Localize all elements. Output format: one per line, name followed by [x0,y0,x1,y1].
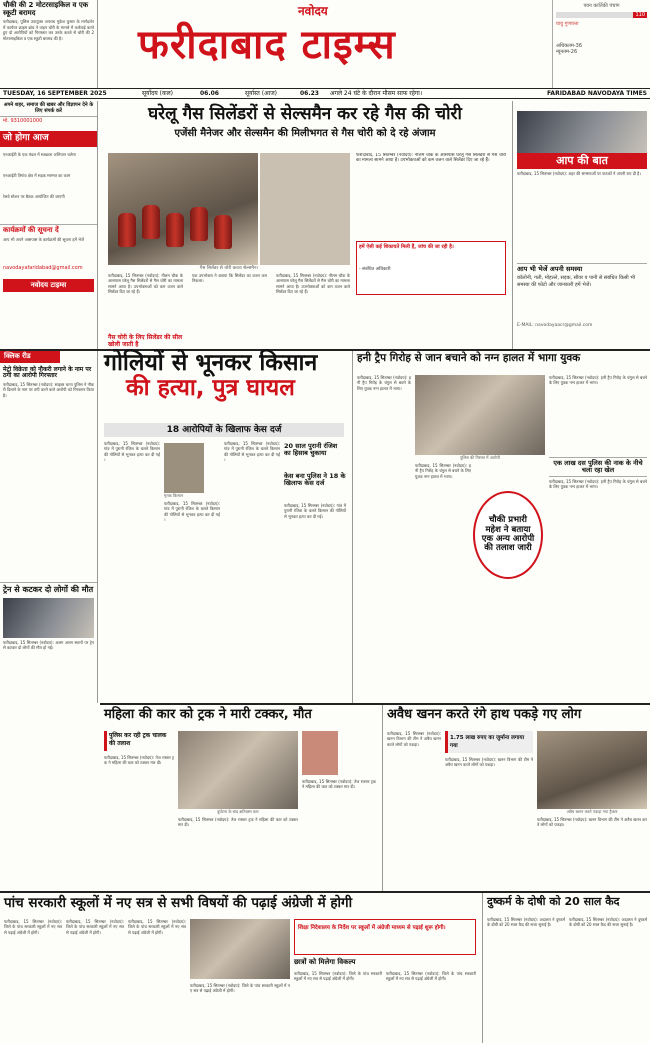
farmer-headline-1: गोलियों से भूनकर किसान [104,350,318,376]
farmer-subheadline: 18 आरोपियों के खिलाफ केस दर्ज [104,423,344,437]
date: TUESDAY, 16 SEPTEMBER 2025 [3,90,107,97]
school-col-5: फरीदाबाद, 15 सितम्बर (नवोदय): जिले के पांच सरकारी स्कूलों में नए सत्र से पढ़ाई अंग्रेजी में होगी। [294,971,382,982]
quote-author: - संबंधित अधिकारी [359,267,391,272]
victim-photo [164,443,204,493]
crash-caption: दुर्घटना के बाद क्षतिग्रस्त कार [217,809,259,814]
readers-header: आप की बात [517,153,647,169]
masthead [98,0,552,88]
truck-col-3: फरीदाबाद, 15 सितम्बर (नवोदय): तेज रफ्तार ट्रक ने महिला की कार को टक्कर मार दी। [302,779,376,790]
escape-col-3: फरीदाबाद, 15 सितम्बर (नवोदय): हनी ट्रैप गिरोह के चंगुल से बचने के लिए युवक नग्न हालत में भागा। [549,375,647,386]
mining-headline: अवैध खनन करते रंगे हाथ पकड़े गए लोग [387,707,582,722]
escape-col-2: फरीदाबाद, 15 सितम्बर (नवोदय): हनी ट्रैप गिरोह के चंगुल से बचने के लिए युवक नग्न हालत में भागा। [415,463,471,479]
story-col-4: फरीदाबाद, 15 सितम्बर (नवोदय): नीलम चौक के आसपास घरेलू गैस सिलेंडरों से गैस चोरी का मामला सामने आया है। उपभोक्ताओं को कम वजन वाले सिलेंडर दिए जा रहे हैं। [356,153,506,164]
sunrise: 06.06 [200,90,219,97]
mining-caption: अवैध खनन करते पकड़ा गया ट्रैक्टर [566,809,618,814]
sunset-label: सूर्यास्त (आज) [245,90,278,97]
crime-title: मेट्रो विक्रेता को नौकरी लगाने के नाम पर ठगी का आरोपी गिरफ्तार [3,365,92,380]
farmer-col-4: फरीदाबाद, 15 सितम्बर (नवोदय): गांव में पुरानी रंजिश के चलते किसान की गोलियों से भूनकर हत्या कर दी गई। [284,503,346,519]
notice: अपने शहर, समाज की खबर और विज्ञापन देने के लिए संपर्क करें [0,101,97,117]
left-column [0,101,98,349]
phone: मो. 9310001000 [3,118,43,124]
box-label: नवोदय टाइम्स [3,279,94,293]
mining-col-2: फरीदाबाद, 15 सितम्बर (नवोदय): खनन विभाग की टीम ने अवैध खनन करते लोगों को पकड़ा। [445,757,533,768]
school-story [0,893,480,1043]
send-issue-body: कॉलोनी, गली, मोहल्ले, सड़क, सीवर व पानी से संबंधित किसी भी समस्या की फोटो और जानकारी हमें भेजें। [517,275,636,288]
victim-caption: मृतक किसान [164,493,184,498]
farmer-col-1: फरीदाबाद, 15 सितम्बर (नवोदय): गांव में पुरानी रंजिश के चलते किसान की गोलियों से भूनकर हत्या कर दी गई। [104,441,160,463]
school-col-2: फरीदाबाद, 15 सितम्बर (नवोदय): जिले के पांच सरकारी स्कूलों में नए सत्र से पढ़ाई अंग्रेजी में होगी। [66,919,124,935]
farmer-col-2: फरीदाबाद, 15 सितम्बर (नवोदय): गांव में पुरानी रंजिश के चलते किसान की गोलियों से भूनकर हत्या कर दी गई। [164,501,220,523]
school-col-3: फरीदाबाद, 15 सितम्बर (नवोदय): जिले के पांच सरकारी स्कूलों में नए सत्र से पढ़ाई अंग्रेजी में होगी। [128,919,186,935]
pull-quote-2: केस बना पुलिस ने 18 के खिलाफ केस दर्ज [284,472,346,488]
readers-body: फरीदाबाद, 15 सितम्बर (नवोदय): शहर की समस्याओं पर पाठकों ने अपनी राय दी है। [517,171,641,176]
court-story [482,893,650,1043]
escape-callout [473,491,543,579]
left-promo-title: चौकी की 2 मोटरसाइकिल व एक स्कूटी बरामद [3,1,89,17]
farmer-col-3: फरीदाबाद, 15 सितम्बर (नवोदय): गांव में पुरानी रंजिश के चलते किसान की गोलियों से भूनकर हत्या कर दी गई। [224,441,280,463]
mining-col-3: फरीदाबाद, 15 सितम्बर (नवोदय): खनन विभाग की टीम ने अवैध खनन करते लोगों को पकड़ा। [537,817,647,828]
court-col-1: फरीदाबाद, 15 सितम्बर (नवोदय): अदालत ने दुष्कर्म के दोषी को 20 साल कैद की सजा सुनाई है। [487,917,565,928]
page-number: 110 [635,12,645,18]
weather: अगले 24 घंटे के दौरान मौसम साफ रहेगा। [330,90,423,97]
school-col-6: फरीदाबाद, 15 सितम्बर (नवोदय): जिले के पांच सरकारी स्कूलों में नए सत्र से पढ़ाई अंग्रेजी में होगी। [386,971,476,982]
campaign-title: जो होगा आज [0,131,97,147]
event-body: आप भी अपने आसपास के कार्यक्रमों की सूचना हमें भेजें [3,236,84,242]
mining-col-1: फरीदाबाद, 15 सितम्बर (नवोदय): खनन विभाग की टीम ने अवैध खनन करते लोगों को पकड़ा। [387,731,441,747]
callout-title: गैस चोरी के लिए सिलेंडर की सील खोली जाती है [108,334,183,348]
top-story [100,101,510,349]
brand-small: नवोदय [298,4,328,18]
school-subhead: छात्रों को मिलेगा विकल्प [294,958,356,966]
list-item: एनआईटी के एक मंडल में स्वच्छता अभियान चलेगा [3,151,76,157]
school-col-4: फरीदाबाद, 15 सितम्बर (नवोदय): जिले के पांच सरकारी स्कूलों में नए सत्र से पढ़ाई अंग्रेजी में होगी। [190,983,290,994]
court-headline: दुष्कर्म के दोषी को 20 साल कैद [487,895,620,908]
school-photo [190,919,290,979]
story-col-3: फरीदाबाद, 15 सितम्बर (नवोदय): नीलम चौक के आसपास घरेलू गैस सिलेंडरों से गैस चोरी का मामला सामने आया है। उपभोक्ताओं को कम वजन वाले सिलेंडर दिए जा रहे हैं। [276,273,350,295]
edition: FARIDABAD NAVODAYA TIMES [547,90,647,97]
story-col-1: फरीदाबाद, 15 सितम्बर (नवोदय): नीलम चौक के आसपास घरेलू गैस सिलेंडरों से गैस चोरी का मामला सामने आया है। उपभोक्ताओं को कम वजन वाले सिलेंडर दिए जा रहे हैं। [108,273,183,295]
escape-side-head: एक लाख दस पुलिस की नाक के नीचे चला रहा खेल [549,457,647,477]
farmer-headline-2: की हत्या, पुत्र घायल [126,375,295,402]
train-photo [3,598,94,638]
left-promo-body: फरीदाबाद, पुलिस उपायुक्त अपराध मुकेश कुमार के मार्गदर्शन में कार्यरत क्राइम ब्रांच ने वाहन चोरी के मामले में कार्रवाई करते हुए दो आरोपियों को गिरफ्तार कर उनके कब्जे से चोरी की 2 मोटरसाइकिल व एक स्कूटी बरामद की है। [3,19,94,41]
farmer-story [100,351,350,703]
train-title: ट्रेन से कटकर दो लोगों की मौत [0,582,97,598]
mining-story [382,705,650,891]
pull-quote-1: 20 साल पुरानी रंजिश का हिसाब चुकाया [284,442,338,458]
send-issue-title: आप भी भेजें अपनी समस्या [517,263,647,273]
temp-max: अधिकतम-36 [556,43,583,49]
truck-tag: पुलिस कर रही ट्रक चालक की तलाश [104,731,174,751]
school-col-1: फरीदाबाद, 15 सितम्बर (नवोदय): जिले के पांच सरकारी स्कूलों में नए सत्र से पढ़ाई अंग्रेजी में होगी। [4,919,62,935]
quote-box [356,241,506,295]
escape-story [352,351,650,703]
school-quote-box [294,919,476,955]
sunrise-label: सूर्योदय (कल) [142,90,174,97]
truck-story [100,705,380,891]
arrest-photo [415,375,545,455]
school-quote: शिक्षा निदेशालय के निर्देश पर स्कूलों में अंग्रेजी माध्यम से पढ़ाई शुरू होगी। [298,925,446,931]
brand-main: फरीदाबाद टाइम्स [138,22,396,68]
readers-photo [517,111,647,153]
temp-min: न्यूनतम-26 [556,49,578,55]
gas-cylinder-photo [108,153,258,265]
list-item: रेलवे स्टेशन पर बैठक आयोजित की जाएगी [3,193,65,199]
quote-text: हमें ऐसी कई शिकायतें मिली हैं, जांच की जा रही है। [359,244,454,250]
fine-tag: 1.75 लाख रुपए का जुर्माना लगाया गया [445,731,533,753]
escape-callout-text: चौकी प्रभारी महेश ने बताया एक अन्य आरोपी की तलाश जारी [481,515,535,554]
victim-woman-photo [302,731,338,775]
truck-col-1: फरीदाबाद, 15 सितम्बर (नवोदय): तेज रफ्तार ट्रक ने महिला की कार को टक्कर मार दी। [104,755,174,766]
event-title: कार्यक्रमों की सूचना दें [0,224,97,237]
right-column [512,101,650,349]
escape-col-4: फरीदाबाद, 15 सितम्बर (नवोदय): हनी ट्रैप गिरोह के चंगुल से बचने के लिए युवक नग्न हालत में भागा। [549,479,647,490]
sunset: 06.23 [300,90,319,97]
panchang-title: पवन कार्तिकी पंचांग [583,3,620,9]
truck-col-2: फरीदाबाद, 15 सितम्बर (नवोदय): तेज रफ्तार ट्रक ने महिला की कार को टक्कर मार दी। [178,817,298,828]
crash-photo [178,731,298,809]
campaign-list [0,147,97,214]
readers-email: E-MAIL: navodayaacr@gmail.com [517,323,593,328]
list-item: एनआईटी तिगांव क्षेत्र में सड़क मरम्मत का काम [3,172,71,178]
train-body: फरीदाबाद, 15 सितम्बर (नवोदय): अलग अलग स्थानों पर ट्रेन से कटकर दो लोगों की मौत हो गई। [3,639,94,651]
panchang-box [552,0,650,88]
school-headline: पांच सरकारी स्कूलों में नए सत्र से सभी विषयों की पढ़ाई अंग्रेजी में होगी [4,895,353,911]
photo-caption: गैस सिलेंडर से चोरी करता सेल्समैन। [199,266,259,271]
crime-column [0,351,98,703]
mining-photo [537,731,647,809]
story-col-2: एक उपभोक्ता ने बताया कि सिलेंडर का वजन कम निकला। [192,273,267,284]
email: navodayafaridabad@gmail.com [3,264,83,271]
click-read-banner: क्लिक रीड [0,351,60,363]
arrest-caption: पुलिस की गिरफ्त में आरोपी [460,455,500,460]
gas-inset-photo [260,153,350,265]
top-headline: घरेलू गैस सिलेंडरों से सेल्समैन कर रहे गैस की चोरी [148,104,462,124]
top-subheadline: एजेंसी मैनेजर और सेल्समैन की मिलीभगत से गैस चोरी को दे रहे अंजाम [174,127,436,139]
truck-headline: महिला की कार को ट्रक ने मारी टक्कर, मौत [104,707,312,722]
court-col-2: फरीदाबाद, 15 सितम्बर (नवोदय): अदालत ने दुष्कर्म के दोषी को 20 साल कैद की सजा सुनाई है। [569,917,647,928]
left-promo-box [0,0,98,88]
crime-body: फरीदाबाद, 15 सितम्बर (नवोदय): साइबर थाना पुलिस ने नौकरी दिलाने के नाम पर ठगी करने वाले आरोपी को गिरफ्तार किया है। [3,381,94,398]
aqi-title: वायु गुणवत्ता [556,21,579,27]
date-bar [0,88,650,99]
escape-headline: हनी ट्रैप गिरोह से जान बचाने को नग्न हालत में भागा युवक [357,352,581,364]
escape-col-1: फरीदाबाद, 15 सितम्बर (नवोदय): हनी ट्रैप गिरोह के चंगुल से बचने के लिए युवक नग्न हालत में भागा। [357,375,411,391]
